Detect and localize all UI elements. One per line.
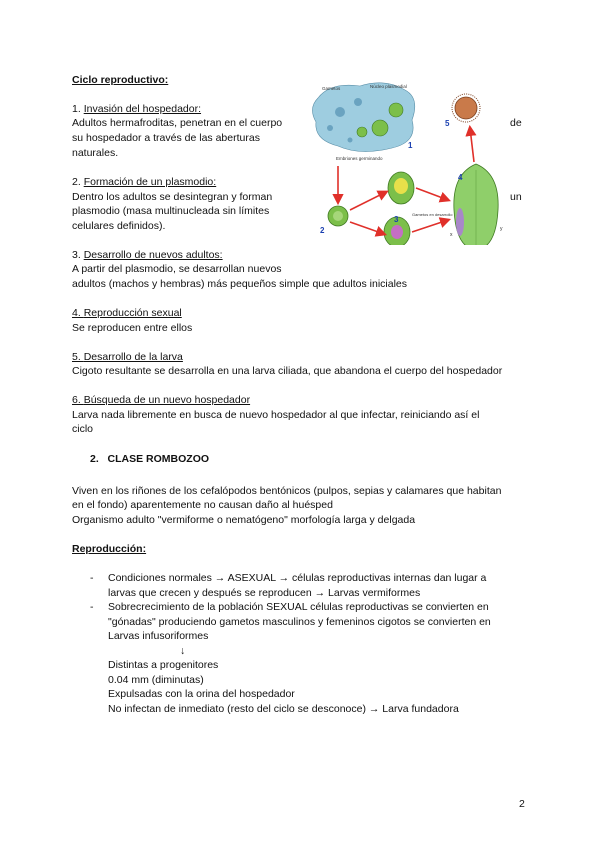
intro-line: Organismo adulto "vermiforme o nematógeno" morfología larga y delgada: [72, 514, 416, 526]
sub-line: No infectan de inmediato (resto del ciclo se desconoce) → Larva fundadora: [108, 703, 459, 715]
sub-line: Expulsadas con la orina del hospedador: [108, 688, 295, 700]
step-6-heading: 6. Búsqueda de un nuevo hospedador: [72, 394, 251, 406]
bullet-dash: -: [90, 601, 94, 613]
arrow-3b-4: [412, 220, 448, 232]
label-nucleo: Núcleo plasmodial: [370, 84, 407, 89]
step-1-tail: de: [510, 117, 522, 129]
reproduction-title: Reproducción:: [72, 543, 147, 555]
step-5-line: Cigoto resultante se desarrolla en una larva ciliada, que abandona el cuerpo del hospedador: [72, 365, 503, 377]
adult-side-form: [456, 208, 464, 236]
sub-line: 0.04 mm (diminutas): [108, 674, 204, 686]
stage-number-1: 1: [408, 141, 413, 150]
arrow-2-3a: [350, 192, 386, 210]
developing-adult-top-core: [394, 178, 408, 194]
bullet-dash: -: [90, 572, 94, 584]
step-2-tail: un: [510, 191, 522, 203]
sub-line: Distintas a progenitores: [108, 659, 219, 671]
step-1-line: su hospedador a través de las aberturas: [72, 132, 260, 144]
bullet-1-line: larvas que crecen y después se reproducen → Larvas vermiformes: [108, 587, 421, 599]
arrow-4-5: [470, 128, 474, 162]
step-4-heading: 4. Reproducción sexual: [72, 307, 182, 319]
stage-number-4: 4: [458, 173, 463, 182]
step-2-heading: 2. Formación de un plasmodio:: [72, 176, 217, 188]
step-6-line: ciclo: [72, 423, 94, 435]
stage-number-3: 3: [394, 215, 399, 224]
label-gametos-desarrollo: Gametos en desarrollo: [412, 212, 453, 217]
label-gametos: Gametos: [322, 86, 341, 91]
step-4-line: Se reproducen entre ellos: [72, 322, 193, 334]
stage-number-2: 2: [320, 226, 325, 235]
step-5-heading: 5. Desarrollo de la larva: [72, 351, 183, 363]
step-6-line: Larva nada libremente en busca de nuevo hospedador al que infectar, reiniciando así el: [72, 409, 480, 421]
step-1-heading: 1. Invasión del hospedador:: [72, 103, 202, 115]
bullet-2-line: "gónadas" produciendo gametos masculinos y femeninos cigotos se convierten en: [108, 616, 491, 628]
step-1-line: Adultos hermafroditas, penetran en el cuerpo: [72, 117, 283, 129]
bullet-2-line: Larvas infusoriformes: [108, 630, 209, 642]
class-heading: 2. CLASE ROMBOZOO: [90, 453, 210, 465]
intro-line: en el fondo) aparentemente no causan daño al huésped: [72, 499, 333, 511]
label-y: y: [500, 226, 503, 232]
down-arrow: ↓: [180, 645, 186, 657]
label-x: x: [450, 232, 453, 238]
step-3-line: adultos (machos y hembras) más pequeños simple que adultos iniciales: [72, 278, 408, 290]
stage-number-5: 5: [445, 119, 450, 128]
page-number: 2: [519, 798, 525, 810]
step-1-line: naturales.: [72, 147, 119, 159]
life-cycle-diagram: [300, 70, 530, 245]
section-title: Ciclo reproductivo:: [72, 74, 169, 86]
developing-adult-bottom-core: [391, 225, 403, 239]
label-embriones: Embriones germinando: [336, 156, 383, 161]
step-3-line: A partir del plasmodio, se desarrollan nuevos: [72, 263, 282, 275]
step-2-line: celulares definidos).: [72, 220, 166, 232]
step-2-line: plasmodio (masa multinucleada sin límites: [72, 205, 270, 217]
embryo-core: [333, 211, 343, 221]
plasmodium-illustration: [312, 83, 414, 152]
arrow-3a-4: [416, 188, 448, 200]
step-3-heading: 3. Desarrollo de nuevos adultos:: [72, 249, 223, 261]
bullet-1-line: Condiciones normales → ASEXUAL → células reproductivas internas dan lugar a: [108, 572, 487, 584]
step-2-line: Dentro los adultos se desintegran y forman: [72, 191, 273, 203]
arrow-2-3b: [350, 222, 384, 234]
larva-illustration: [455, 97, 477, 119]
bullet-2-line: Sobrecrecimiento de la población SEXUAL células reproductivas se convierten en: [108, 601, 489, 613]
intro-line: Viven en los riñones de los cefalópodos bentónicos (pulpos, sepias y calamares que habitan: [72, 485, 502, 497]
